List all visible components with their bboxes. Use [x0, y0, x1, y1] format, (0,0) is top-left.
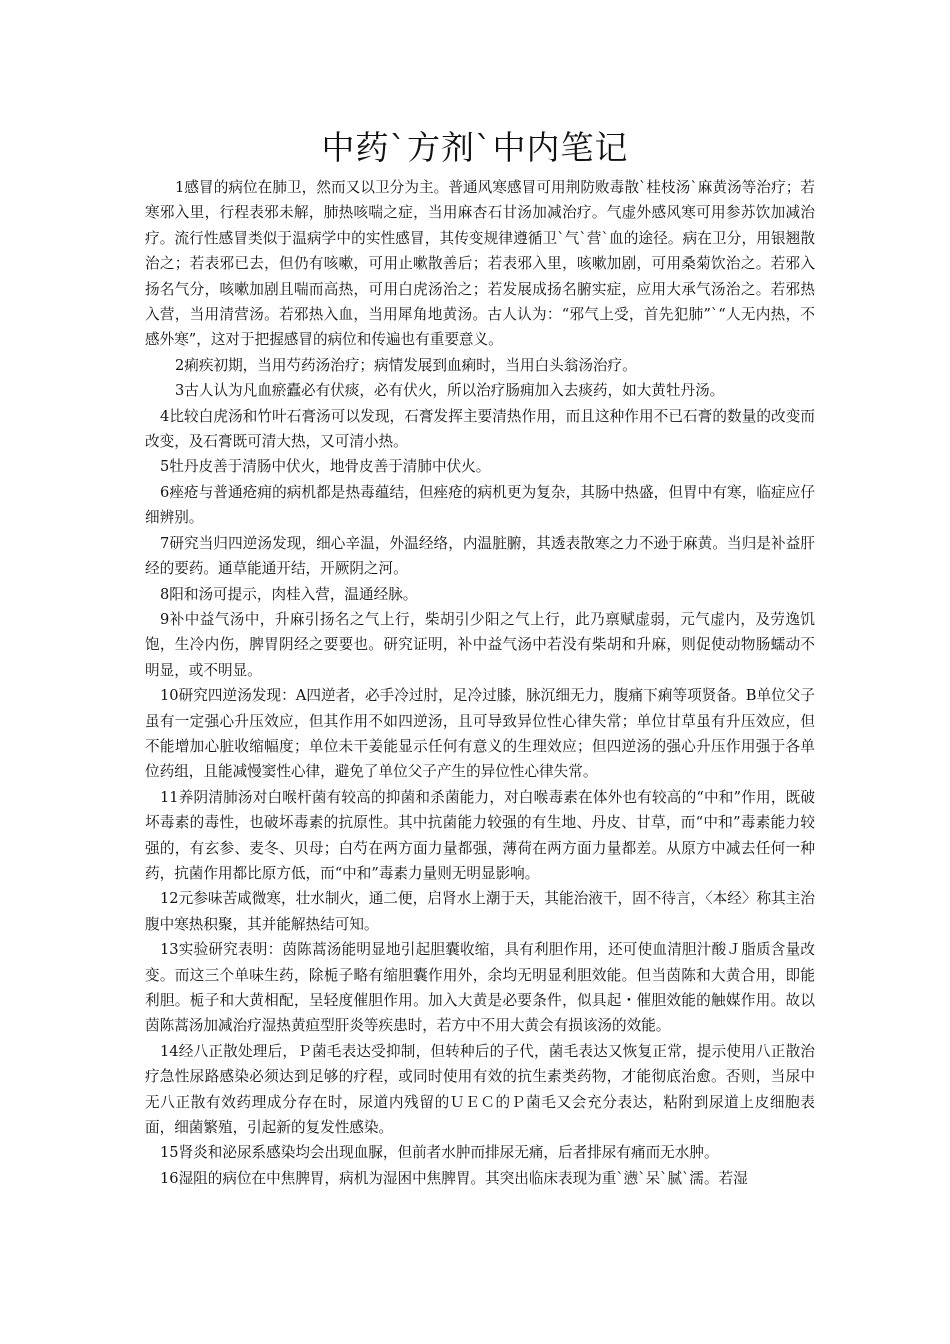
paragraph-14: 14经八正散处理后，Ｐ菌毛表达受抑制，但转种后的子代，菌毛表达又恢复正常，提示使用八正散治疗急性尿路感染必须达到足够的疗程，或同时使用有效的抗生素类药物，才能彻底治愈。否则，当尿中无八正散有效药理成分存在时，尿道内残留的ＵＥＣ的Ｐ菌毛又会充分表达，粘附到尿道上皮细胞表面，细菌繁殖，引起新的复发性感染。	[145, 1042, 815, 1137]
paragraph-1: 1感冒的病位在肺卫，然而又以卫分为主。普通风寒感冒可用荆防败毒散`桂枝汤`麻黄汤等治疗；若寒邪入里，行程表邪未解，肺热咳喘之症，当用麻杏石甘汤加减治疗。气虚外感风寒可用参苏饮加减治疗。流行性感冒类似于温病学中的实性感冒，其传变规律遵循卫`气`营`血的途径。病在卫分，用银翘散治之；若表邪已去，但仍有咳嗽，可用止嗽散善后；若表邪入里，咳嗽加剧，可用桑菊饮治之。若邪入扬名气分，咳嗽加剧且喘而高热，可用白虎汤治之；若发展成扬名腑实症，应用大承气汤治之。若邪热入营，当用清营汤。若邪热入血，当用犀角地黄汤。古人认为：“邪气上受，首先犯肺”`“人无内热，不感外寒”，这对于把握感冒的病位和传遍也有重要意义。	[145, 179, 815, 349]
document-body	[145, 175, 815, 1191]
paragraph-7: 7研究当归四逆汤发现，细心辛温，外温经络，内温脏腑，其透表散寒之力不逊于麻黄。当归是补益肝经的要药。通草能通开结，开厥阴之河。	[145, 534, 815, 578]
paragraph-6: 6痤疮与普通疮痈的病机都是热毒蕴结，但痤疮的病机更为复杂，其肠中热盛，但胃中有寒，临症应仔细辨别。	[145, 483, 815, 527]
paragraph-11: 11养阴清肺汤对白喉杆菌有较高的抑菌和杀菌能力，对白喉毒素在体外也有较高的“中和”作用，既破坏毒素的毒性，也破坏毒素的抗原性。其中抗菌能力较强的有生地、丹皮、甘草，而“中和”毒素能力较强的，有玄参、麦冬、贝母；白芍在两方面力量都强，薄荷在两方面力量都差。从原方中减去任何一种药，抗菌作用都比原方低，而“中和”毒素力量则无明显影响。	[145, 788, 815, 882]
paragraph-8: 8阳和汤可提示，肉桂入营，温通经脉。	[160, 585, 418, 603]
document-title: 中药`方剂`中内笔记	[321, 128, 629, 167]
paragraph-13: 13实验研究表明：茵陈蒿汤能明显地引起胆囊收缩，具有利胆作用，还可使血清胆汁酸Ｊ脂质含量改变。而这三个单味生药，除栀子略有缩胆囊作用外，余均无明显利胆效能。但当茵陈和大黄合用，即能利胆。栀子和大黄相配，呈轻度催胆作用。加入大黄是必要条件，似具起・催胆效能的触媒作用。故以茵陈蒿汤加减治疗湿热黄疸型肝炎等疾患时，若方中不用大黄会有损该汤的效能。	[145, 941, 815, 1035]
paragraph-9: 9补中益气汤中，升麻引扬名之气上行，柴胡引少阳之气上行，此乃禀赋虚弱，元气虚内，及劳逸饥饱，生冷内伤，脾胃阴经之要要也。研究证明，补中益气汤中若没有柴胡和升麻，则促使动物肠蠕动不明显，或不明显。	[145, 610, 815, 679]
paragraph-5: 5牡丹皮善于清肠中伏火，地骨皮善于清肺中伏火。	[160, 458, 491, 476]
paragraph-10: 10研究四逆汤发现：A四逆者，必手冷过肘，足冷过膝，脉沉细无力，腹痛下痢等项贤备。B单位父子虽有一定强心升压效应，但其作用不如四逆汤，且可导致异位性心律失常；单位甘草虽有升压效应，但不能增加心脏收缩幅度；单位未干姜能显示任何有意义的生理效应；但四逆汤的强心升压作用强于各单位药组，且能减慢窦性心律，避免了单位父子产生的异位性心律失常。	[145, 687, 815, 781]
paragraph-12: 12元参味苦咸微寒，壮水制火，通二便，启肾水上潮于天，其能治液干，固不待言，〈本经〉称其主治腹中寒热积聚，其并能解热结可知。	[145, 890, 815, 933]
paragraph-4: 4比较白虎汤和竹叶石膏汤可以发现，石膏发挥主要清热作用，而且这种作用不已石膏的数量的改变而改变，及石膏既可清大热，又可清小热。	[145, 407, 815, 451]
paragraph-15: 15肾炎和泌尿系感染均会出现血脲，但前者水肿而排尿无痛，后者排尿有痛而无水肿。	[160, 1144, 719, 1162]
paragraph-16: 16湿阻的病位在中焦脾胃，病机为湿困中焦脾胃。其突出临床表现为重`懑`呆`腻`濡。若湿	[160, 1169, 748, 1187]
paragraph-2: 2痢疾初期，当用芍药汤治疗；病情发展到血痢时，当用白头翁汤治疗。	[175, 356, 637, 374]
paragraph-3: 3古人认为凡血瘀蠹必有伏痰，必有伏火，所以治疗肠痈加入去痰药，如大黄牡丹汤。	[175, 382, 725, 400]
